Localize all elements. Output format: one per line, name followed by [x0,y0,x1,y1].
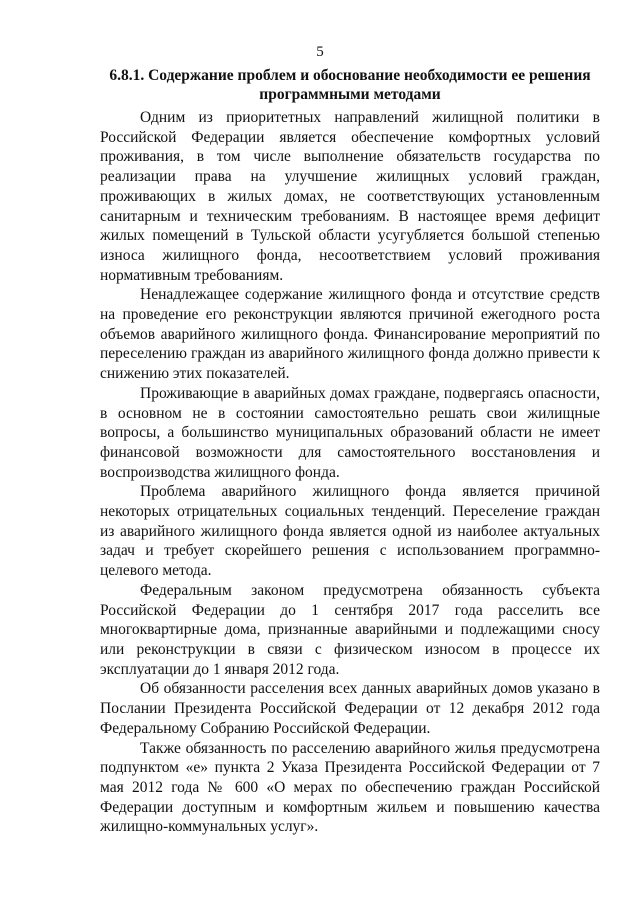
paragraph-presidential-decree: Также обязанность по расселению аварийного жилья предусмотрена подпунктом «е» пункта 2 Указа Президента Российской Федерации от 7 мая 2012 года № 600 «О мерах по обеспечению граждан Российской Федерации доступным и комфортным жильем и повышению качества жилищно-коммунальных услуг». [100,739,600,836]
paragraph-social-tendencies: Проблема аварийного жилищного фонда является причиной некоторых отрицательных социальных тенденций. Переселение граждан из аварийного жилищного фонда является одной из наиболее актуальных задач и требует скорейшего решения с использованием программно-целевого метода. [100,483,600,580]
paragraph-maintenance: Ненадлежащее содержание жилищного фонда и отсутствие средств на проведение его реконструкции являются причиной ежегодного роста объемов аварийного жилищного фонда. Финансирование мероприятий по переселению граждан из аварийного жилищного фонда должно привести к снижению этих показателей. [100,286,600,383]
page-number: 5 [316,44,324,60]
paragraph-presidential-address: Об обязанности расселения всех данных аварийных домов указано в Послании Президента Российской Федерации от 12 декабря 2012 года Федеральному Собранию Российской Федерации. [100,680,600,737]
document-body [100,108,600,837]
section-heading-line-1: 6.8.1. Содержание проблем и обоснование необходимости ее решения [109,67,591,84]
paragraph-housing-policy: Одним из приоритетных направлений жилищной политики в Российской Федерации является обеспечение комфортных условий проживания, в том числе выполнение обязательств государства по реализации права на улучшение жилищных условий граждан, проживающих в жилых домах, не соответствующих установленным санитарным и техническим требованиям. В настоящее время дефицит жилых помещений в Тульской области усугубляется большой степенью износа жилищного фонда, несоответствием условий проживания нормативным требованиям. [100,109,600,284]
paragraph-federal-law: Федеральным законом предусмотрена обязанность субъекта Российской Федерации до 1 сентября 2017 года расселить все многоквартирные дома, признанные аварийными и подлежащими сносу или реконструкции в связи с физическом износом в процессе их эксплуатации до 1 января 2012 года. [100,581,600,678]
section-heading [100,66,600,104]
section-heading-line-2: программными методами [259,86,441,103]
paragraph-residents: Проживающие в аварийных домах граждане, подвергаясь опасности, в основном не в состоянии самостоятельно решать свои жилищные вопросы, а большинство муниципальных образований области не имеет финансовой возможности для самостоятельного восстановления и воспроизводства жилищного фонда. [100,384,600,481]
